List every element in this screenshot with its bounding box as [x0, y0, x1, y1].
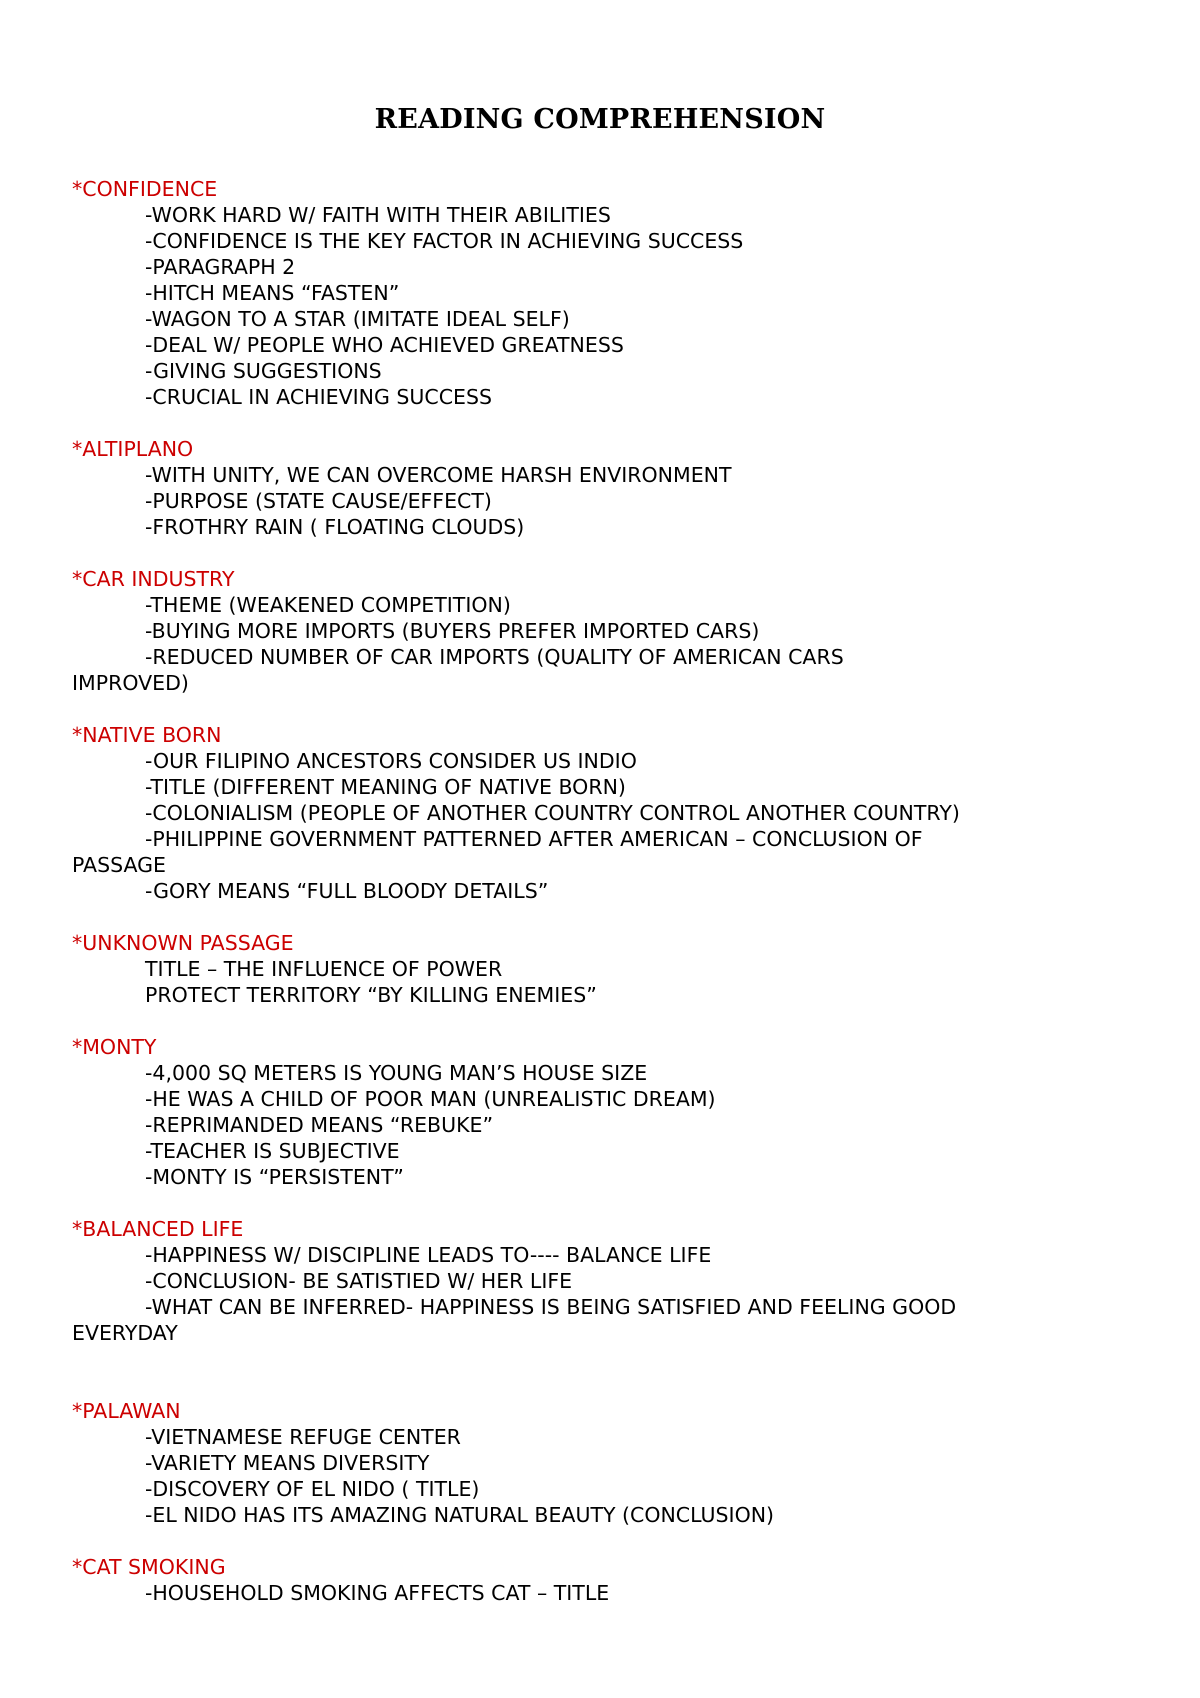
list-item: [72, 800, 1152, 826]
list-item: [72, 488, 1152, 514]
list-item-text: -VIETNAMESE REFUGE CENTER: [145, 1425, 461, 1449]
list-item-text: PROTECT TERRITORY “BY KILLING ENEMIES”: [145, 983, 597, 1007]
section: [72, 1034, 1152, 1190]
list-item-text: -HAPPINESS W/ DISCIPLINE LEADS TO---- BALANCE LIFE: [145, 1243, 712, 1267]
section: [72, 176, 1152, 410]
list-item-text: -HITCH MEANS “FASTEN”: [145, 281, 400, 305]
list-item: [72, 1294, 1152, 1346]
list-item: [72, 1242, 1152, 1268]
list-item: [72, 878, 1152, 904]
list-item-text: -WAGON TO A STAR (IMITATE IDEAL SELF): [145, 307, 570, 331]
list-item-text: -CONFIDENCE IS THE KEY FACTOR IN ACHIEVING SUCCESS: [145, 229, 744, 253]
list-item: [72, 384, 1152, 410]
section-heading: *MONTY: [72, 1035, 157, 1059]
section-heading: *PALAWAN: [72, 1399, 181, 1423]
notes-body: [72, 176, 1152, 1632]
section: [72, 930, 1152, 1008]
section-heading: *NATIVE BORN: [72, 723, 222, 747]
list-item-text: -GIVING SUGGESTIONS: [145, 359, 382, 383]
section: [72, 1554, 1152, 1606]
list-item-text: -REPRIMANDED MEANS “REBUKE”: [145, 1113, 494, 1137]
list-item: [72, 774, 1152, 800]
list-item: [72, 644, 1152, 696]
list-item-text: -WHAT CAN BE INFERRED- HAPPINESS IS BEING SATISFIED AND FEELING GOOD: [145, 1295, 957, 1319]
page-title: READING COMPREHENSION: [374, 104, 826, 135]
list-item: [72, 982, 1152, 1008]
list-item-text: -PARAGRAPH 2: [145, 255, 296, 279]
list-item: [72, 592, 1152, 618]
list-item-text: -TITLE (DIFFERENT MEANING OF NATIVE BORN): [145, 775, 626, 799]
list-item: [72, 1476, 1152, 1502]
list-item-text: -PURPOSE (STATE CAUSE/EFFECT): [145, 489, 492, 513]
list-item: [72, 1060, 1152, 1086]
section: [72, 566, 1152, 696]
list-item-text: -BUYING MORE IMPORTS (BUYERS PREFER IMPORTED CARS): [145, 619, 760, 643]
list-item-text: -DEAL W/ PEOPLE WHO ACHIEVED GREATNESS: [145, 333, 624, 357]
list-item: [72, 1112, 1152, 1138]
section: [72, 1216, 1152, 1346]
list-item: [72, 1502, 1152, 1528]
section: [72, 1398, 1152, 1528]
list-item: [72, 1138, 1152, 1164]
list-item: [72, 332, 1152, 358]
list-item-text: -4,000 SQ METERS IS YOUNG MAN’S HOUSE SIZE: [145, 1061, 648, 1085]
list-item-continuation: PASSAGE: [72, 853, 166, 877]
section: [72, 722, 1152, 904]
list-item: [72, 956, 1152, 982]
list-item: [72, 1450, 1152, 1476]
list-item: [72, 514, 1152, 540]
list-item-continuation: EVERYDAY: [72, 1321, 178, 1345]
list-item: [72, 826, 1152, 878]
list-item-text: -GORY MEANS “FULL BLOODY DETAILS”: [145, 879, 549, 903]
list-item-text: -MONTY IS “PERSISTENT”: [145, 1165, 404, 1189]
list-item-text: -TEACHER IS SUBJECTIVE: [145, 1139, 400, 1163]
list-item: [72, 202, 1152, 228]
list-item-text: -CONCLUSION- BE SATISTIED W/ HER LIFE: [145, 1269, 573, 1293]
list-item-text: -CRUCIAL IN ACHIEVING SUCCESS: [145, 385, 492, 409]
list-item: [72, 306, 1152, 332]
list-item-text: TITLE – THE INFLUENCE OF POWER: [145, 957, 503, 981]
list-item: [72, 254, 1152, 280]
list-item-text: -REDUCED NUMBER OF CAR IMPORTS (QUALITY OF AMERICAN CARS: [145, 645, 844, 669]
list-item: [72, 1424, 1152, 1450]
list-item-text: -OUR FILIPINO ANCESTORS CONSIDER US INDIO: [145, 749, 637, 773]
section-heading: *ALTIPLANO: [72, 437, 194, 461]
section-heading: *UNKNOWN PASSAGE: [72, 931, 294, 955]
list-item: [72, 1164, 1152, 1190]
list-item-text: -VARIETY MEANS DIVERSITY: [145, 1451, 430, 1475]
list-item: [72, 618, 1152, 644]
list-item-text: -THEME (WEAKENED COMPETITION): [145, 593, 511, 617]
list-item-text: -FROTHRY RAIN ( FLOATING CLOUDS): [145, 515, 525, 539]
section-heading: *CAR INDUSTRY: [72, 567, 235, 591]
list-item-text: -HOUSEHOLD SMOKING AFFECTS CAT – TITLE: [145, 1581, 610, 1605]
list-item-text: -DISCOVERY OF EL NIDO ( TITLE): [145, 1477, 480, 1501]
list-item-text: -EL NIDO HAS ITS AMAZING NATURAL BEAUTY (CONCLUSION): [145, 1503, 775, 1527]
list-item: [72, 748, 1152, 774]
section-heading: *CAT SMOKING: [72, 1555, 226, 1579]
section-heading: *BALANCED LIFE: [72, 1217, 244, 1241]
list-item: [72, 1580, 1152, 1606]
list-item-text: -COLONIALISM (PEOPLE OF ANOTHER COUNTRY CONTROL ANOTHER COUNTRY): [145, 801, 960, 825]
list-item: [72, 462, 1152, 488]
list-item-continuation: IMPROVED): [72, 671, 189, 695]
list-item: [72, 1268, 1152, 1294]
list-item-text: -WITH UNITY, WE CAN OVERCOME HARSH ENVIRONMENT: [145, 463, 732, 487]
list-item-text: -PHILIPPINE GOVERNMENT PATTERNED AFTER AMERICAN – CONCLUSION OF: [145, 827, 923, 851]
list-item: [72, 1086, 1152, 1112]
list-item: [72, 358, 1152, 384]
list-item-text: -WORK HARD W/ FAITH WITH THEIR ABILITIES: [145, 203, 611, 227]
section-heading: *CONFIDENCE: [72, 177, 218, 201]
list-item: [72, 280, 1152, 306]
list-item: [72, 228, 1152, 254]
section: [72, 436, 1152, 540]
list-item-text: -HE WAS A CHILD OF POOR MAN (UNREALISTIC DREAM): [145, 1087, 716, 1111]
